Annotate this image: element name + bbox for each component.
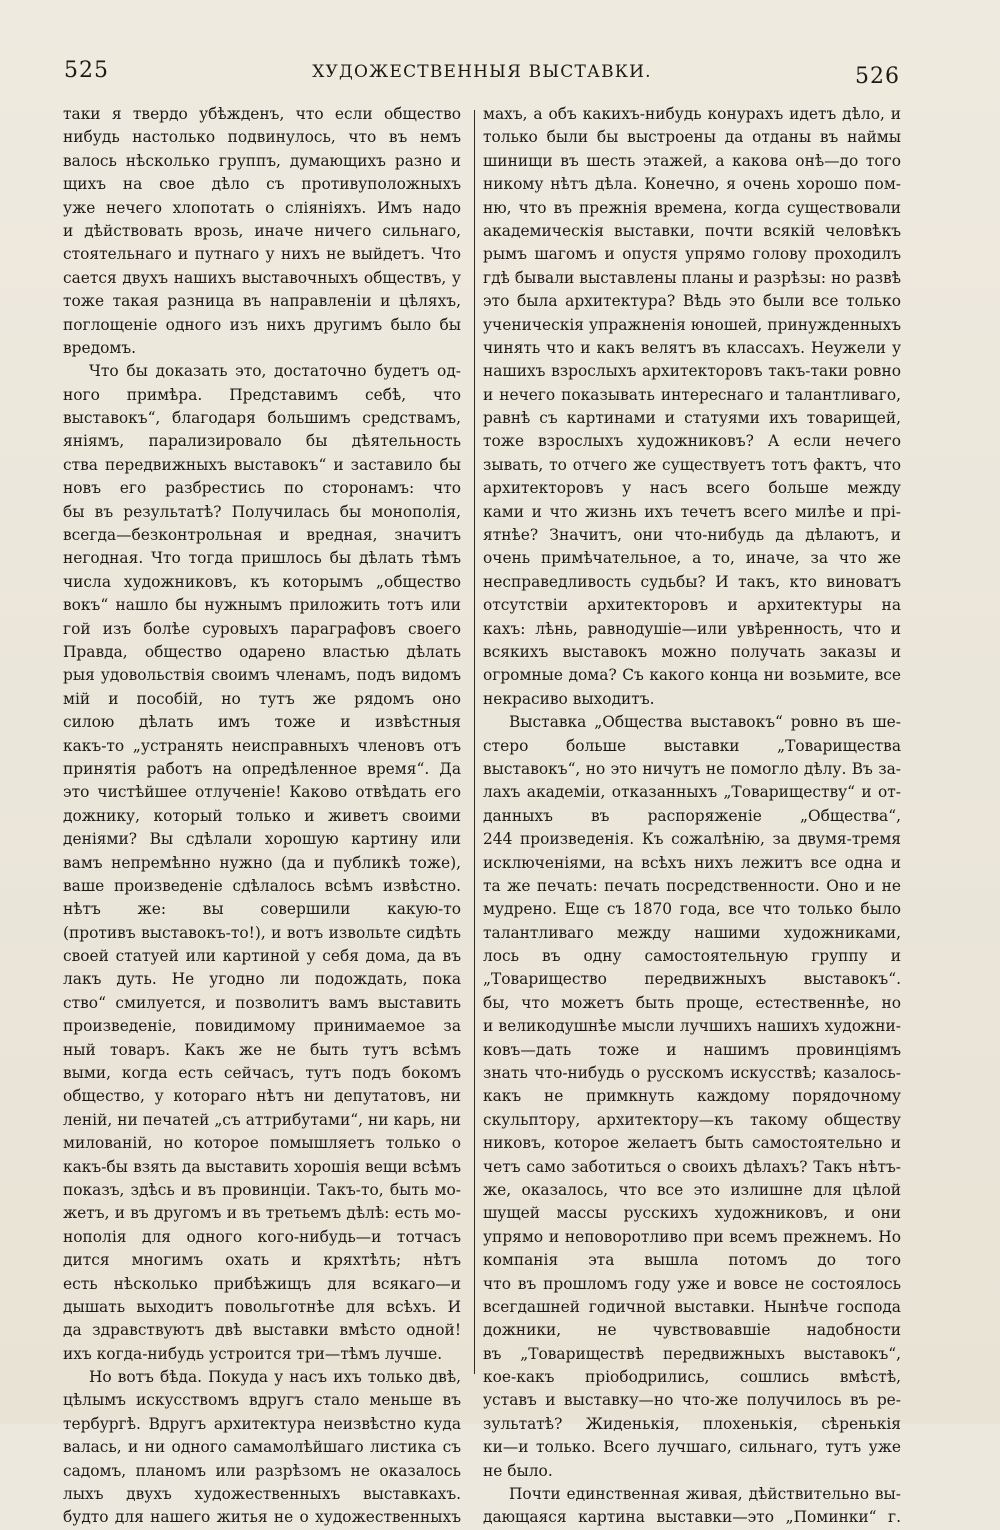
text-line: ковъ—дать тоже и нашимъ провинціямъ xyxy=(483,1040,901,1059)
text-line: дожники, не чувствовавшіе надобности xyxy=(483,1321,901,1340)
text-line: есть нѣсколько прибѣжищъ для всякаго—и xyxy=(63,1274,461,1293)
text-line: ный товаръ. Какъ же не быть тутъ всѣмъ xyxy=(63,1040,461,1059)
text-line: „Товарищество передвижныхъ выставокъ“. xyxy=(483,970,901,989)
text-line: кое-какъ пріободрились, сошлись вмѣстѣ, xyxy=(483,1368,901,1387)
text-line: и нечего показывать интереснаго и талантливаго, xyxy=(483,385,901,404)
text-line: стеро больше выставки „Товарищества xyxy=(483,736,901,755)
text-line: скульптору, архитектору—къ такому обществу xyxy=(483,1110,901,1129)
text-line: своей статуей или картиной у себя дома, да въ xyxy=(63,947,461,966)
text-line: будто для нашего житья не о художественныхъ xyxy=(63,1508,461,1527)
text-line: тоже взрослыхъ художниковъ? А если нечего xyxy=(483,432,901,451)
text-line: валось нѣсколько группъ, думающихъ разно и xyxy=(63,151,461,170)
text-line: стоятельнаго и путнаго у нихъ не выйдетъ. Что xyxy=(63,245,461,264)
text-line: же, оказалось, что все это излишне для цѣлой xyxy=(483,1180,901,1199)
text-line: дожнику, который только и живетъ своими xyxy=(63,806,461,825)
text-line: нибудь настолько подвинулось, что въ немъ xyxy=(63,128,461,147)
text-line: упрямо и неповоротливо при всемъ прежнемъ. Но xyxy=(483,1227,901,1246)
text-line: ятнѣе? Значитъ, они что-нибудь да дѣлаютъ, и xyxy=(483,526,901,545)
text-line: кахъ: лѣнь, равнодушіе—или увѣренность, что и xyxy=(483,619,901,638)
text-line: нополія для одного кого-нибудь—и тотчасъ xyxy=(63,1227,461,1246)
text-line: ками и что жизнь ихъ течетъ всего милѣе и прі- xyxy=(483,502,901,521)
text-line: махъ, а объ какихъ-нибудь конурахъ идетъ дѣло, и xyxy=(483,105,901,123)
text-line: ваше произведеніе сдѣлалось всѣмъ извѣстно. xyxy=(63,876,461,895)
text-line: выставокъ“, но это ничутъ не помогло дѣлу. Въ за- xyxy=(483,759,901,778)
text-line: лахъ академіи, отказанныхъ „Товариществу“ и от- xyxy=(483,783,901,802)
text-line: гой изъ болѣе суровыхъ параграфовъ своего xyxy=(63,619,461,638)
text-line: общество, у котораго нѣтъ ни депутатовъ, ни xyxy=(63,1087,461,1106)
text-line: принятія работъ на опредѣленное время“. Да xyxy=(63,759,461,778)
running-title: ХУДОЖЕСТВЕННЫЯ ВЫСТАВКИ. xyxy=(312,62,652,82)
text-line: поглощеніе одного изъ нихъ другимъ было бы xyxy=(63,315,461,334)
left-text-column xyxy=(63,103,461,1530)
text-line: отсутствіи архитекторовъ и архитектуры на xyxy=(483,596,901,615)
text-line: всякихъ выставокъ можно получать заказы и xyxy=(483,642,901,661)
text-line: какъ не примкнуть каждому порядочному xyxy=(483,1087,901,1106)
text-line: мій и пособій, но тутъ же рядомъ оно xyxy=(63,689,461,708)
text-line: леній, ни печатей „съ аттрибутами“, ни карь, ни xyxy=(63,1110,461,1129)
text-line: ки—и только. Всего лучшаго, сильнаго, тутъ уже xyxy=(483,1438,901,1457)
text-line: негодная. Что тогда пришлось бы дѣлать тѣмъ xyxy=(63,549,461,568)
text-line: знать что-нибудь о русскомъ искусствѣ; казалось- xyxy=(483,1064,901,1083)
text-line: очень примѣчательное, а то, иначе, за что же xyxy=(483,549,901,568)
text-line: да здравствуютъ двѣ выставки вмѣсто одной! xyxy=(63,1321,461,1340)
text-line: шинищи въ шесть этажей, а какова онѣ—до того xyxy=(483,151,901,170)
text-line: тоже такая разница въ направленіи и цѣляхъ, xyxy=(63,292,461,311)
text-line: Выставка „Общества выставокъ“ ровно въ ше- xyxy=(509,713,901,732)
text-line: компанія эта вышла потомъ до того xyxy=(483,1251,901,1270)
text-line: деніями? Вы сдѣлали хорошую картину или xyxy=(63,830,461,849)
text-line: и великодушнѣе мысли лучшихъ нашихъ художни- xyxy=(483,1017,901,1036)
text-line: лакъ дуть. Не угодно ли подождать, пока xyxy=(63,970,461,989)
text-line: валась, и ни одного самамолѣйшаго листика съ xyxy=(63,1438,461,1457)
text-line: только были бы выстроены да отданы въ наймы xyxy=(483,128,901,147)
text-line: показъ, здѣсь и въ провинціи. Такъ-то, быть мо- xyxy=(63,1180,461,1199)
right-text-column xyxy=(483,103,901,1530)
text-line: дышать выходитъ повольготнѣе для всѣхъ. И xyxy=(63,1297,461,1316)
text-line: Но вотъ бѣда. Покуда у насъ ихъ только двѣ, xyxy=(89,1368,461,1387)
column-divider xyxy=(474,110,475,1374)
text-line: Что бы доказать это, достаточно будетъ од- xyxy=(89,362,461,381)
text-line: не было. xyxy=(483,1461,553,1480)
text-line: всегда—безконтрольная и вредная, значитъ xyxy=(63,526,461,545)
text-line: силою дѣлать имъ тоже и извѣстныя xyxy=(63,713,461,732)
text-line: дится многимъ охать и кряхтѣть; нѣтъ xyxy=(63,1251,461,1270)
text-line: лось въ одну самостоятельную группу и xyxy=(483,947,901,966)
text-line: рыя удовольствія своимъ членамъ, подъ видомъ xyxy=(63,666,461,685)
text-line: нашихъ взрослыхъ архитекторовъ такъ-таки ровно xyxy=(483,362,901,381)
text-line: та же печать: печать посредственности. Оно и не xyxy=(483,876,901,895)
text-line: некрасиво выходитъ. xyxy=(483,689,655,708)
text-line: таки я твердо убѣжденъ, что если общество xyxy=(63,105,461,123)
text-line: зультатѣ? Жиденькія, плохенькія, сѣренькія xyxy=(483,1414,901,1433)
text-line: вокъ“ нашло бы нужнымъ приложить тотъ или xyxy=(63,596,461,615)
text-line: ство“ смилуется, и позволитъ вамъ выставить xyxy=(63,993,461,1012)
text-line: сается двухъ нашихъ выставочныхъ обществъ, у xyxy=(63,268,461,287)
text-line: въ „Товариществѣ передвижныхъ выставокъ“, xyxy=(483,1344,901,1363)
page-number-right: 526 xyxy=(855,64,900,89)
text-line: ного примѣра. Представимъ себѣ, что xyxy=(63,385,461,404)
text-line: садомъ, планомъ или разрѣзомъ не оказалось xyxy=(63,1461,461,1480)
text-line: яніямъ, парализировало бы дѣятельность xyxy=(63,432,461,451)
text-line: равнѣ съ картинами и статуями ихъ товарищей, xyxy=(483,409,901,428)
text-line: дающаяся картина выставки—это „Поминки“ г. xyxy=(483,1508,901,1527)
text-line: мудрено. Еще съ 1870 года, все что только было xyxy=(483,900,901,919)
text-line: ученическія упражненія юношей, принужденныхъ xyxy=(483,315,901,334)
text-line: огромные дома? Съ какого конца ни возьмите, все xyxy=(483,666,901,685)
text-line: ихъ когда-нибудь устроится три—тѣмъ лучше. xyxy=(63,1344,443,1363)
text-line: щихъ на свое дѣло съ противуположныхъ xyxy=(63,175,461,194)
text-line: выми, когда есть сейчасъ, тутъ подъ бокомъ xyxy=(63,1064,461,1083)
text-line: всегдашней годичной выставки. Нынѣче господа xyxy=(483,1297,901,1316)
page-number-left: 525 xyxy=(64,58,109,83)
text-line: бы въ результатѣ? Получилась бы монополія, xyxy=(63,502,461,521)
text-line: Почти единственная живая, дѣйствительно вы- xyxy=(509,1485,901,1504)
text-line: чинять что и какъ велятъ въ классахъ. Неужели у xyxy=(483,338,901,357)
text-line: это чистѣйшее отлученіе! Каково отвѣдать его xyxy=(63,783,461,802)
text-line: какъ-то „устранять неисправныхъ членовъ отъ xyxy=(63,736,461,755)
page-header xyxy=(62,58,902,92)
text-line: нѣтъ же: вы совершили какую-то xyxy=(63,900,461,919)
text-line: ню, что въ прежнія времена, когда существовали xyxy=(483,198,901,217)
text-line: гдѣ бывали выставлены планы и разрѣзы: но развѣ xyxy=(483,268,901,287)
text-line: бы, что можетъ быть проще, естественнѣе, но xyxy=(483,993,901,1012)
text-line: жетъ, и въ другомъ и въ третьемъ дѣлѣ: есть мо- xyxy=(63,1204,461,1223)
text-line: вамъ непремѣнно нужно (да и публикѣ тоже), xyxy=(63,853,461,872)
text-line: вредомъ. xyxy=(63,338,137,357)
text-line: какъ-бы взять да выставить хорошія вещи всѣмъ xyxy=(63,1157,461,1176)
text-line: зывать, то отчего же существуетъ тотъ фактъ, что xyxy=(483,455,901,474)
text-line: цѣлымъ искусствомъ вдругъ стало меньше въ xyxy=(63,1391,461,1410)
text-line: и дѣйствовать врозь, иначе ничего сильнаго, xyxy=(63,221,461,240)
text-line: несправедливость судьбы? И такъ, кто виноватъ xyxy=(483,572,901,591)
text-line: академическія выставки, почти всякій человѣкъ xyxy=(483,221,901,240)
text-line: новъ его разбрестись по сторонамъ: что xyxy=(63,479,461,498)
text-line: тербургѣ. Вдругъ архитектура неизвѣстно куда xyxy=(63,1414,461,1433)
text-line: четъ само заботиться о своихъ дѣлахъ? Такъ нѣтъ- xyxy=(483,1157,901,1176)
text-line: выставокъ“, благодаря большимъ средствамъ, xyxy=(63,409,461,428)
text-line: уже нечего хлопотать о сліяніяхъ. Имъ надо xyxy=(63,198,461,217)
text-line: исключеніями, на всѣхъ нихъ лежитъ все одна и xyxy=(483,853,901,872)
text-line: лыхъ двухъ художественныхъ выставкахъ. xyxy=(63,1485,461,1504)
text-line: это была архитектура? Вѣдь это были все только xyxy=(483,292,901,311)
text-line: рымъ шагомъ и опустя упрямо голову проходилъ xyxy=(483,245,901,264)
text-line: произведеніе, повидимому принимаемое за xyxy=(63,1017,461,1036)
text-line: архитекторовъ у насъ всего больше между xyxy=(483,479,901,498)
text-line: данныхъ въ распоряженіе „Общества“, xyxy=(483,806,901,825)
text-line: уставъ и выставку—но что-же получилось въ ре- xyxy=(483,1391,901,1410)
text-line: шущей массы русскихъ художниковъ, и они xyxy=(483,1204,901,1223)
text-line: никовъ, которое желаетъ быть самостоятельно и xyxy=(483,1134,901,1153)
text-line: 244 произведенія. Къ сожалѣнію, за двумя-тремя xyxy=(483,830,901,849)
text-line: милованій, но которое помышляетъ только о xyxy=(63,1134,461,1153)
text-line: что въ прошломъ году уже и вовсе не состоялось xyxy=(483,1274,901,1293)
text-line: талантливаго между нашими художниками, xyxy=(483,923,901,942)
text-line: ства передвижныхъ выставокъ“ и заставило бы xyxy=(63,455,461,474)
text-line: Правда, общество одарено властью дѣлать xyxy=(63,642,461,661)
text-line: (противъ выставокъ-то!), и вотъ извольте сидѣть xyxy=(63,923,461,942)
text-line: числа художниковъ, къ которымъ „общество xyxy=(63,572,461,591)
text-line: никому нѣтъ дѣла. Конечно, я очень хорошо пом- xyxy=(483,175,901,194)
